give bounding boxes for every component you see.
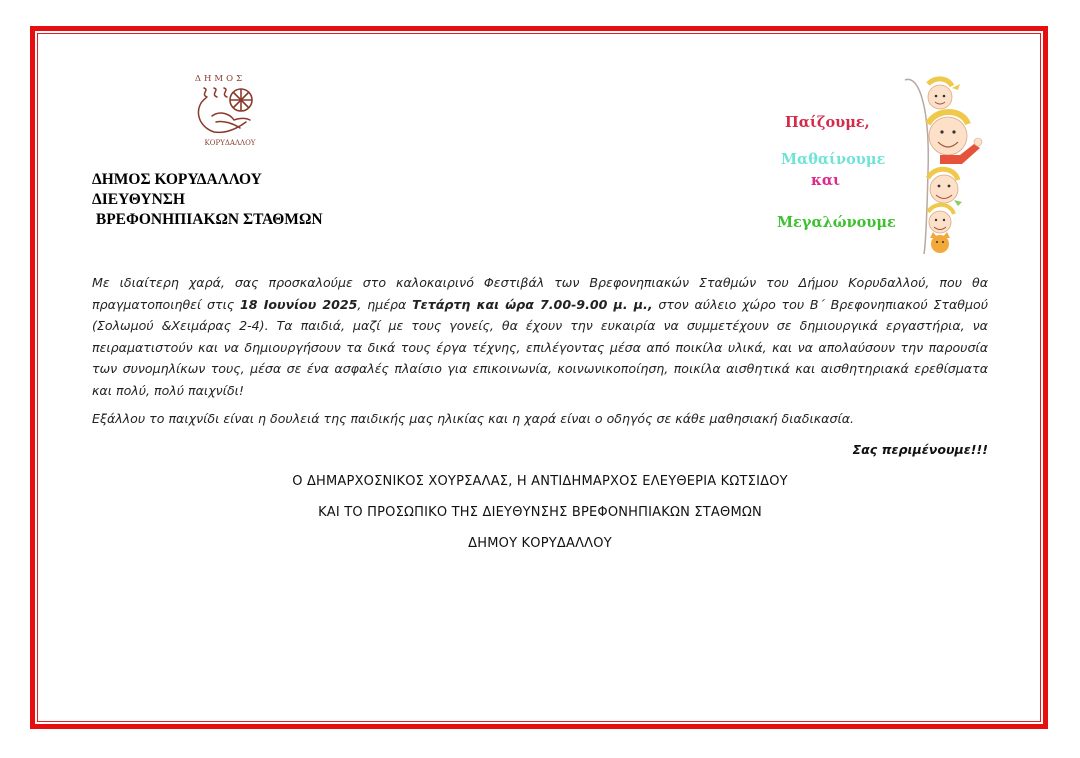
closing-signatories: Ο ΔΗΜΑΡΧΟΣΝΙΚΟΣ ΧΟΥΡΣΑΛΑΣ, Η ΑΝΤΙΔΗΜΑΡΧΟΣ ΕΛΕΥΘΕΡΙΑ ΚΩΤΣΙΔΟΥ [292, 474, 788, 489]
play-philosophy-paragraph: Εξάλλου το παιχνίδι είναι η δουλειά της παιδικής μας ηλικίας και η χαρά είναι ο οδηγός σε κάθε μαθησιακή διαδικασία. [92, 411, 855, 426]
child-face-icon [928, 112, 982, 164]
invitation-text-day-label: , ημέρα [357, 296, 413, 312]
wheel-icon [230, 89, 252, 111]
logo-top-text: ΔΗΜΟΣ [194, 74, 246, 84]
municipality-logo [190, 70, 270, 150]
child-face-icon [928, 169, 962, 206]
child-face-icon [928, 205, 954, 233]
logo-bottom-text: ΚΟΡΥΔΑΛΛΟΥ [204, 139, 256, 147]
slogan-and: και [811, 172, 841, 189]
event-day-time: Τετάρτη και ώρα 7.00-9.00 μ. μ., [412, 296, 653, 312]
slogan-learn: Μαθαίνουμε [781, 151, 886, 168]
invitation-text-details: στον αύλειο χώρο του Β΄ Βρεφονηπιακού Σταθμού (Σολωμού &Χειμάρας 2-4). Τα παιδιά, μαζί με τους γονείς, θα έχουν την ευκαιρία να συμμετέχουν σε δημιουργικά εργαστήρια, να πειραματιστούν και να δημιουργήσουν τα δικά τους έργα τέχνης, επιλέγοντας μέσα από ποικίλα υλικά, και να απολαύσουν την παρουσία των συνομηλίκων τους, μέσα σε ένα ασφαλές πλαίσιο για επικοινωνία, κοινωνικοποίηση, ποικίλα αισθητικά και αισθητηριακά ερεθίσματα και πολύ, πολύ παιχνίδι! [92, 296, 988, 398]
org-line-department: ΒΡΕΦΟΝΗΠΙΑΚΩΝ ΣΤΑΘΜΩΝ [92, 211, 323, 228]
slogan-grow: Μεγαλώνουμε [777, 214, 896, 231]
signoff-text: Σας περιμένουμε!!! [852, 442, 988, 457]
org-line-directorate: ΔΙΕΥΘΥΝΣΗ [92, 191, 185, 208]
closing-municipality: ΔΗΜΟΥ ΚΟΡΥΔΑΛΛΟΥ [468, 536, 612, 551]
invitation-text-intro: Με ιδιαίτερη χαρά, σας προσκαλούμε στο καλοκαιρινό Φεστιβάλ των Βρεφονηπιακών Σταθμών του Δήμου Κορυδαλλού, που θα πραγματοποιηθεί στις [92, 275, 988, 312]
cat-icon [930, 232, 950, 253]
closing-staff: ΚΑΙ ΤΟ ΠΡΟΣΩΠΙΚΟ ΤΗΣ ΔΙΕΥΘΥΝΣΗΣ ΒΡΕΦΟΝΗΠΙΑΚΩΝ ΣΤΑΘΜΩΝ [318, 505, 762, 520]
org-line-municipality: ΔΗΜΟΣ ΚΟΡΥΔΑΛΛΟΥ [92, 171, 262, 188]
children-illustration [900, 72, 990, 257]
event-date: 18 Ιουνίου 2025 [240, 296, 358, 312]
invitation-paragraph [92, 272, 988, 401]
organization-header [92, 170, 323, 230]
child-face-icon [928, 79, 964, 109]
slogan-play: Παίζουμε, [785, 114, 870, 131]
